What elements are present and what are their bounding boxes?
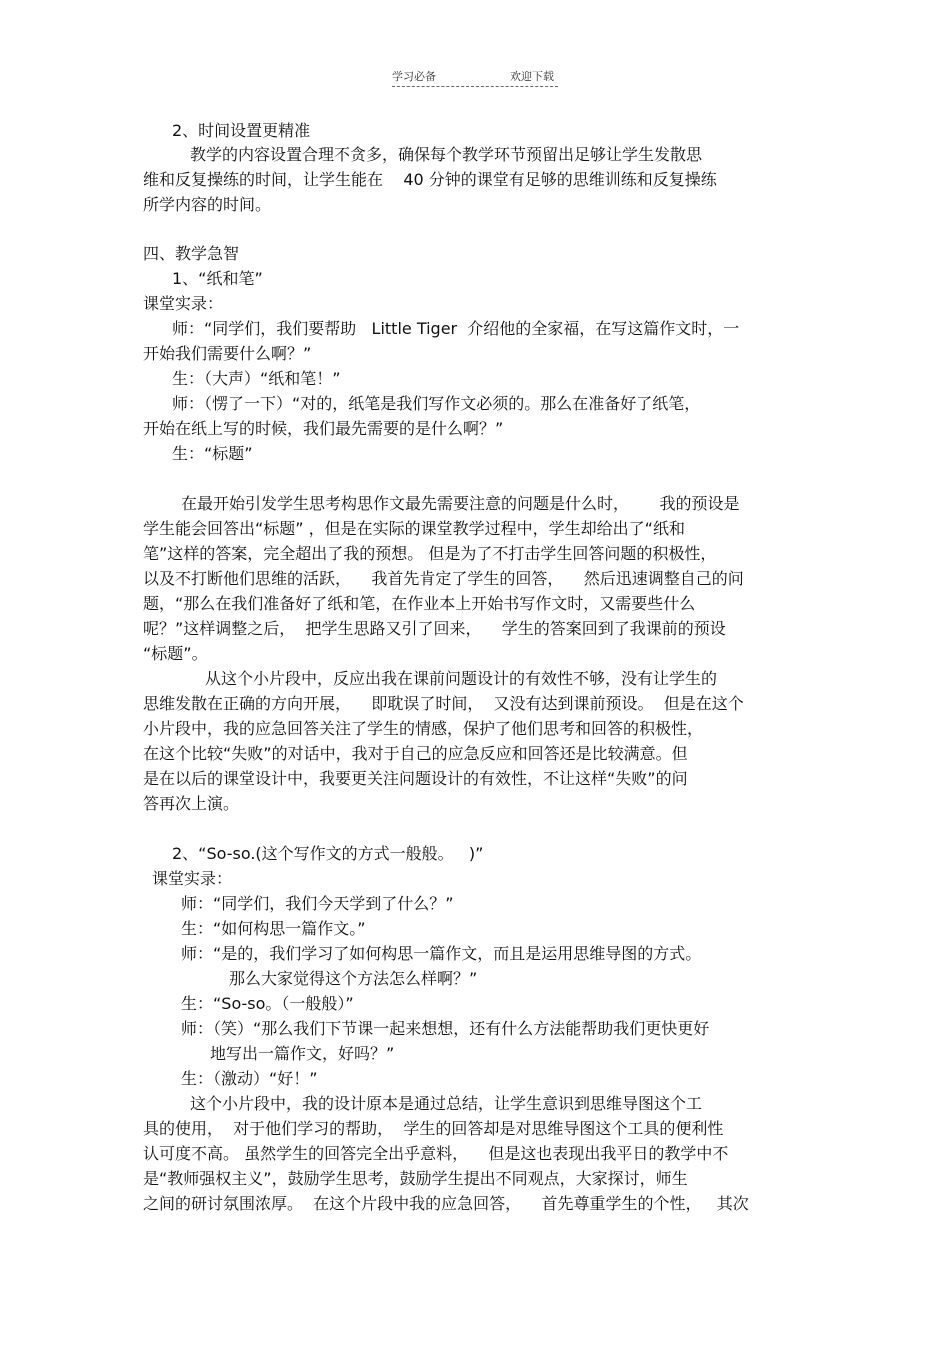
- text-line: 生：“如何构思一篇作文。”: [181, 919, 366, 938]
- text-line: 以及不打断他们思维的活跃， 我首先肯定了学生的回答， 然后迅速调整自己的问: [143, 569, 744, 588]
- text-line: 课堂实录：: [152, 869, 233, 888]
- text-line: 学生能会回答出“标题” ，但是在实际的课堂教学过程中，学生却给出了“纸和: [143, 519, 685, 538]
- text-line: “标题”。: [143, 644, 208, 663]
- page-header: [392, 68, 558, 87]
- text-line: 生：（大声）“纸和笔！”: [172, 369, 341, 388]
- text-line: 从这个小片段中，反应出我在课前问题设计的有效性不够，没有让学生的: [205, 669, 718, 688]
- text-line: 开始在纸上写的时候，我们最先需要的是什么啊？”: [143, 419, 504, 438]
- header-left-text: 学习必备: [392, 70, 436, 83]
- text-line: 师：“同学们，我们今天学到了什么？”: [181, 894, 454, 913]
- text-line: 师：（笑）“那么我们下节课一起来想想，还有什么方法能帮助我们更快更好: [181, 1019, 710, 1038]
- text-line: 地写出一篇作文，好吗？”: [210, 1044, 395, 1063]
- text-line: 生：“标题”: [172, 444, 253, 463]
- text-line: 1、“纸和笔”: [172, 269, 263, 288]
- text-line: 2、“So-so.(这个写作文的方式一般般。 )”: [172, 844, 484, 863]
- text-line: 认可度不高。 虽然学生的回答完全出乎意料， 但是这也表现出我平日的教学中不: [143, 1144, 729, 1163]
- text-line: 小片段中，我的应急回答关注了学生的情感，保护了他们思考和回答的积极性，: [143, 719, 704, 738]
- text-line: 思维发散在正确的方向开展， 即耽误了时间， 又没有达到课前预设。 但是在这个: [143, 694, 744, 713]
- text-line: 在最开始引发学生思考构思作文最先需要注意的问题是什么时， 我的预设是: [181, 494, 740, 513]
- text-line: 2、时间设置更精准: [172, 121, 311, 140]
- text-line: 之间的研讨氛围浓厚。 在这个片段中我的应急回答， 首先尊重学生的个性， 其次: [143, 1194, 749, 1213]
- text-line: 教学的内容设置合理不贪多，确保每个教学环节预留出足够让学生发散思: [190, 145, 703, 164]
- text-line: 在这个比较“失败”的对话中，我对于自己的应急反应和回答还是比较满意。但: [143, 744, 688, 763]
- text-line: 课堂实录：: [143, 294, 224, 313]
- text-line: 开始我们需要什么啊？”: [143, 344, 312, 363]
- text-line: 四、教学急智: [143, 244, 240, 263]
- text-line: 所学内容的时间。: [143, 195, 272, 214]
- text-line: 是在以后的课堂设计中，我要更关注问题设计的有效性，不让这样“失败”的问: [143, 769, 688, 788]
- text-line: 师：“是的，我们学习了如何构思一篇作文，而且是运用思维导图的方式。: [181, 944, 702, 963]
- text-line: 师：“同学们，我们要帮助 Little Tiger 介绍他的全家福，在写这篇作文时，一: [172, 319, 740, 338]
- text-line: 维和反复操练的时间，让学生能在 40 分钟的课堂有足够的思维训练和反复操练: [143, 170, 717, 189]
- text-line: 这个小片段中，我的设计原本是通过总结，让学生意识到思维导图这个工: [190, 1094, 703, 1113]
- text-line: 答再次上演。: [143, 794, 240, 813]
- text-line: 具的使用， 对于他们学习的帮助， 学生的回答却是对思维导图这个工具的便利性: [143, 1119, 724, 1138]
- text-line: 师：（愣了一下）“对的，纸笔是我们写作文必须的。那么在准备好了纸笔，: [172, 394, 701, 413]
- text-line: 是“教师强权主义”，鼓励学生思考，鼓励学生提出不同观点，大家探讨，师生: [143, 1169, 688, 1188]
- text-line: 题，“那么在我们准备好了纸和笔，在作业本上开始书写作文时，又需要些什么: [143, 594, 696, 613]
- text-line: 生：（激动）“好！”: [181, 1069, 318, 1088]
- text-line: 笔”这样的答案，完全超出了我的预想。 但是为了不打击学生回答问题的积极性，: [143, 544, 717, 563]
- header-right-text: 欢迎下载: [510, 70, 554, 83]
- text-line: 生：“So-so。（一般般）”: [181, 994, 354, 1013]
- text-line: 那么大家觉得这个方法怎么样啊？”: [229, 969, 478, 988]
- text-line: 呢？”这样调整之后， 把学生思路又引了回来， 学生的答案回到了我课前的预设: [143, 619, 726, 638]
